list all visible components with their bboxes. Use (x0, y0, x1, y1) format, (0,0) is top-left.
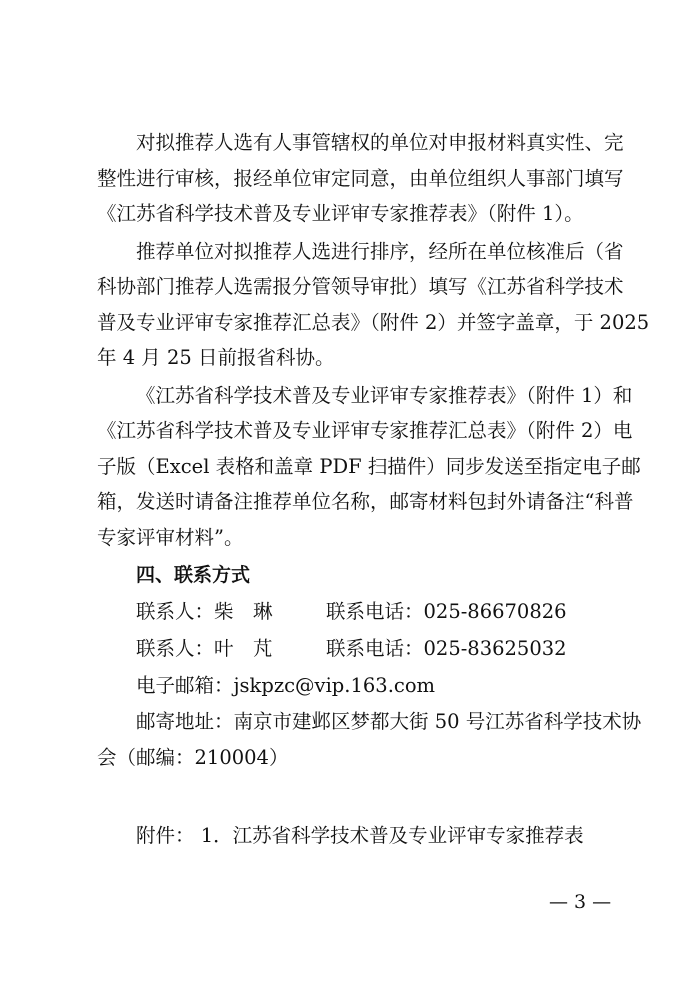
text-line: 对拟推荐人选有人事管辖权的单位对申报材料真实性、完 (136, 131, 624, 154)
text-line: 邮寄地址：南京市建邺区梦都大街 50 号江苏省科学技术协 (136, 710, 642, 733)
contact-phone: 联系电话：025-86670826 (326, 600, 567, 623)
paragraph-review (97, 125, 624, 232)
contact-name: 联系人：柴 琳 (136, 600, 273, 623)
contact-row (97, 593, 609, 630)
attachment-line: 附件： 1．江苏省科学技术普及专业评审专家推荐表 (136, 824, 584, 847)
text-line: 《江苏省科学技术普及专业评审专家推荐表》（附件 1）和 (136, 383, 633, 407)
mailing-address (97, 704, 642, 775)
page-number: — 3 — (549, 891, 612, 913)
text-line: 科协部门推荐人选需报分管领导审批）填写《江苏省科学技术 (97, 275, 624, 298)
contact-phone: 联系电话：025-83625032 (326, 637, 567, 660)
section-heading: 四、联系方式 (136, 564, 251, 586)
text-line: 会（邮编：210004） (97, 745, 289, 769)
document-body (97, 125, 650, 775)
text-line: 子版（Excel 表格和盖章 PDF 扫描件）同步发送至指定电子邮 (97, 454, 641, 478)
text-line: 《江苏省科学技术普及专业评审专家推荐表》（附件 1）。 (97, 202, 584, 225)
paragraph-submission (97, 378, 641, 556)
contact-row (97, 630, 609, 667)
contact-email: 电子邮箱：jskpzc@vip.163.com (136, 674, 436, 697)
contact-name: 联系人：叶 芃 (136, 637, 273, 660)
paragraph-ranking (97, 234, 650, 376)
text-line: 专家评审材料”。 (97, 525, 244, 549)
text-line: 普及专业评审专家推荐汇总表》（附件 2）并签字盖章，于 2025 (97, 310, 650, 334)
text-line: 整性进行审核，报经单位审定同意，由单位组织人事部门填写 (97, 166, 624, 190)
text-line: 《江苏省科学技术普及专业评审专家推荐汇总表》（附件 2）电 (97, 419, 633, 442)
text-line: 年 4 月 25 日前报省科协。 (97, 346, 335, 369)
text-line: 推荐单位对拟推荐人选进行排序，经所在单位核准后（省 (136, 239, 624, 263)
text-line: 箱，发送时请备注推荐单位名称，邮寄材料包封外请备注“科普 (97, 490, 634, 513)
